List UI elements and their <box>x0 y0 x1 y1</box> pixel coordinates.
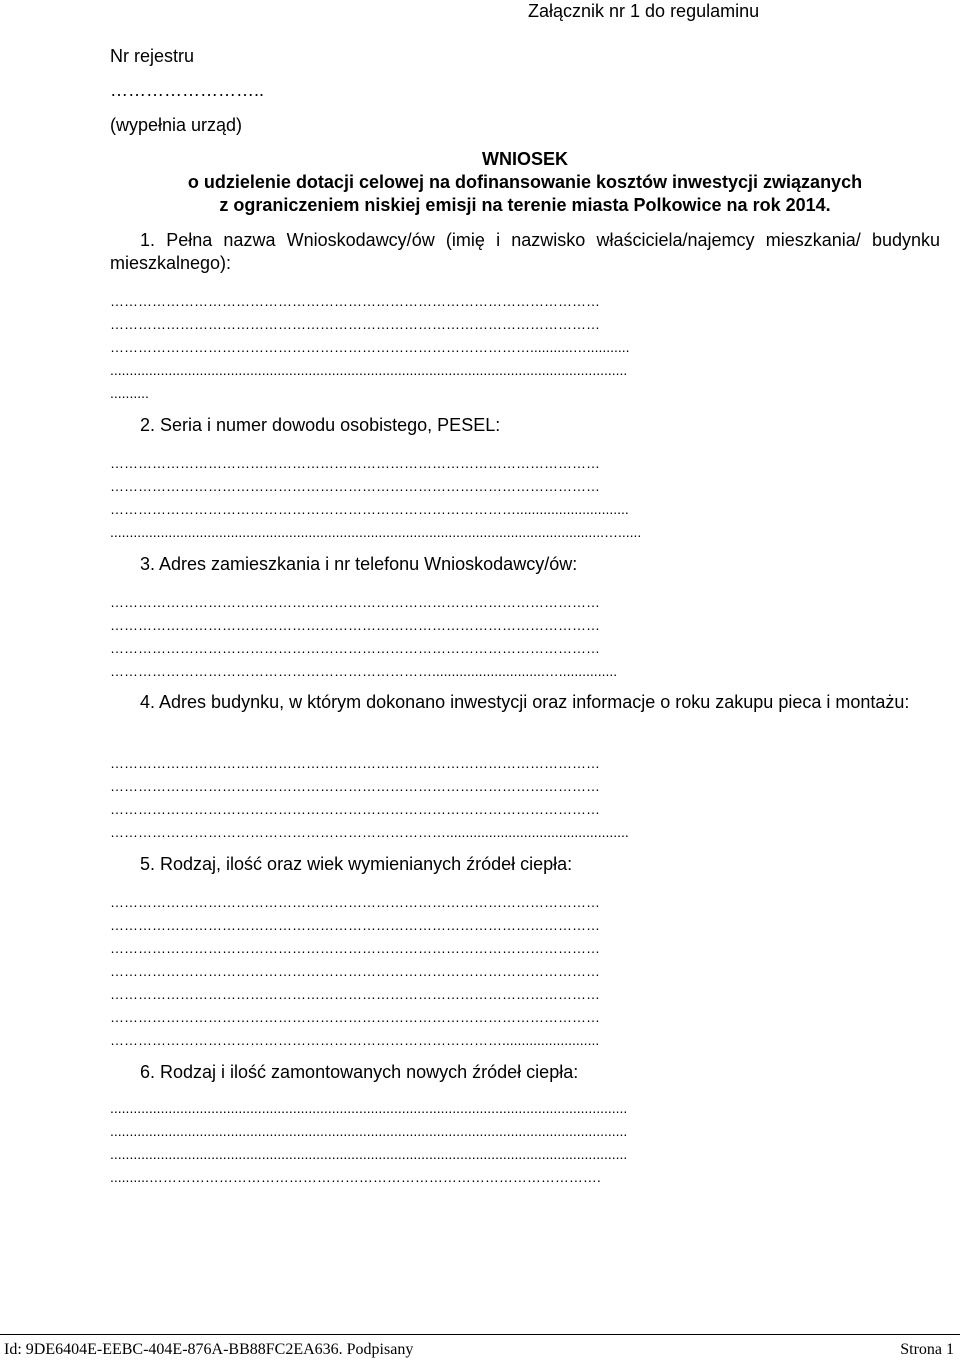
section-2-label: 2. Seria i numer dowodu osobistego, PESEL: <box>140 415 501 435</box>
section-4-line-3[interactable]: …………………………………………………………………………………………… <box>110 801 600 817</box>
title-line-2: o udzielenie dotacji celowej na dofinansowanie kosztów inwestycji związanych <box>187 172 863 192</box>
section-4-line-1[interactable]: …………………………………………………………………………………………… <box>110 755 600 771</box>
section-2-line-3[interactable]: ……………………………………………………………………………............................. <box>110 501 629 517</box>
section-5-line-6[interactable]: …………………………………………………………………………………………… <box>110 1009 600 1025</box>
section-6-line-2[interactable]: ..................................................................................................................................... <box>110 1123 628 1139</box>
section-6-label: 6. Rodzaj i ilość zamontowanych nowych źródeł ciepła: <box>140 1062 579 1082</box>
section-6-line-3[interactable]: ..................................................................................................................................... <box>110 1146 628 1162</box>
section-3-line-1[interactable]: …………………………………………………………………………………………… <box>110 594 600 610</box>
title-line-1: WNIOSEK <box>481 149 568 169</box>
section-2-line-1[interactable]: …………………………………………………………………………………………… <box>110 455 600 471</box>
section-1-line-2[interactable]: …………………………………………………………………………………………… <box>110 316 600 332</box>
section-5-line-5[interactable]: …………………………………………………………………………………………… <box>110 986 600 1002</box>
section-1-line-1[interactable]: …………………………………………………………………………………………… <box>110 293 600 309</box>
page-footer <box>0 1334 960 1360</box>
title-line-3: z ograniczeniem niskiej emisji na terenie miasta Polkowice na rok 2014. <box>219 195 831 215</box>
section-5-line-4[interactable]: …………………………………………………………………………………………… <box>110 963 600 979</box>
section-3-label: 3. Adres zamieszkania i nr telefonu Wnioskodawcy/ów: <box>140 554 578 574</box>
section-3-line-2[interactable]: …………………………………………………………………………………………… <box>110 617 600 633</box>
registry-field[interactable]: …………………….. <box>110 80 265 100</box>
section-4-line-4[interactable]: ………………………………………………………………............................................... <box>110 824 629 840</box>
section-3-line-4[interactable]: …………………………………………………………….............................…............... <box>110 663 618 679</box>
section-5-line-2[interactable]: …………………………………………………………………………………………… <box>110 917 600 933</box>
section-2-line-2[interactable]: …………………………………………………………………………………………… <box>110 478 600 494</box>
section-6-line-1[interactable]: ..................................................................................................................................... <box>110 1100 628 1116</box>
document-id: Id: 9DE6404E-EEBC-404E-876A-BB88FC2EA636. Podpisany <box>4 1341 414 1358</box>
section-6-line-4[interactable]: ..........……………………………………………………………………………………. <box>110 1169 601 1185</box>
section-5-line-1[interactable]: …………………………………………………………………………………………… <box>110 894 600 910</box>
document-title <box>110 148 940 217</box>
registry-label: Nr rejestru <box>110 46 195 66</box>
registry-note: (wypełnia urząd) <box>110 115 243 135</box>
annex-heading: Załącznik nr 1 do regulaminu <box>528 1 760 21</box>
page-number: Strona 1 <box>900 1341 954 1358</box>
section-1-line-3[interactable]: ………………………………………………………………………………...........…........... <box>110 339 630 355</box>
section-3-line-3[interactable]: …………………………………………………………………………………………… <box>110 640 600 656</box>
section-5-line-7[interactable]: …………………………………………………………………………......................... <box>110 1032 600 1048</box>
section-1-line-4[interactable]: ..................................................................................................................................... <box>110 362 628 378</box>
section-5-line-3[interactable]: …………………………………………………………………………………………… <box>110 940 600 956</box>
section-1-label: 1. Pełna nazwa Wnioskodawcy/ów (imię i nazwisko właściciela/najemcy mieszkania/ budynku mieszkalnego): <box>110 230 940 273</box>
section-1-line-5[interactable]: .......... <box>110 385 149 401</box>
section-4-label: 4. Adres budynku, w którym dokonano inwestycji oraz informacje o roku zakupu pieca i montażu: <box>140 692 910 712</box>
section-5-label: 5. Rodzaj, ilość oraz wiek wymienianych źródeł ciepła: <box>140 854 573 874</box>
section-4-line-2[interactable]: …………………………………………………………………………………………… <box>110 778 600 794</box>
section-2-line-4[interactable]: ...............................................................................................................................…...... <box>110 524 642 540</box>
